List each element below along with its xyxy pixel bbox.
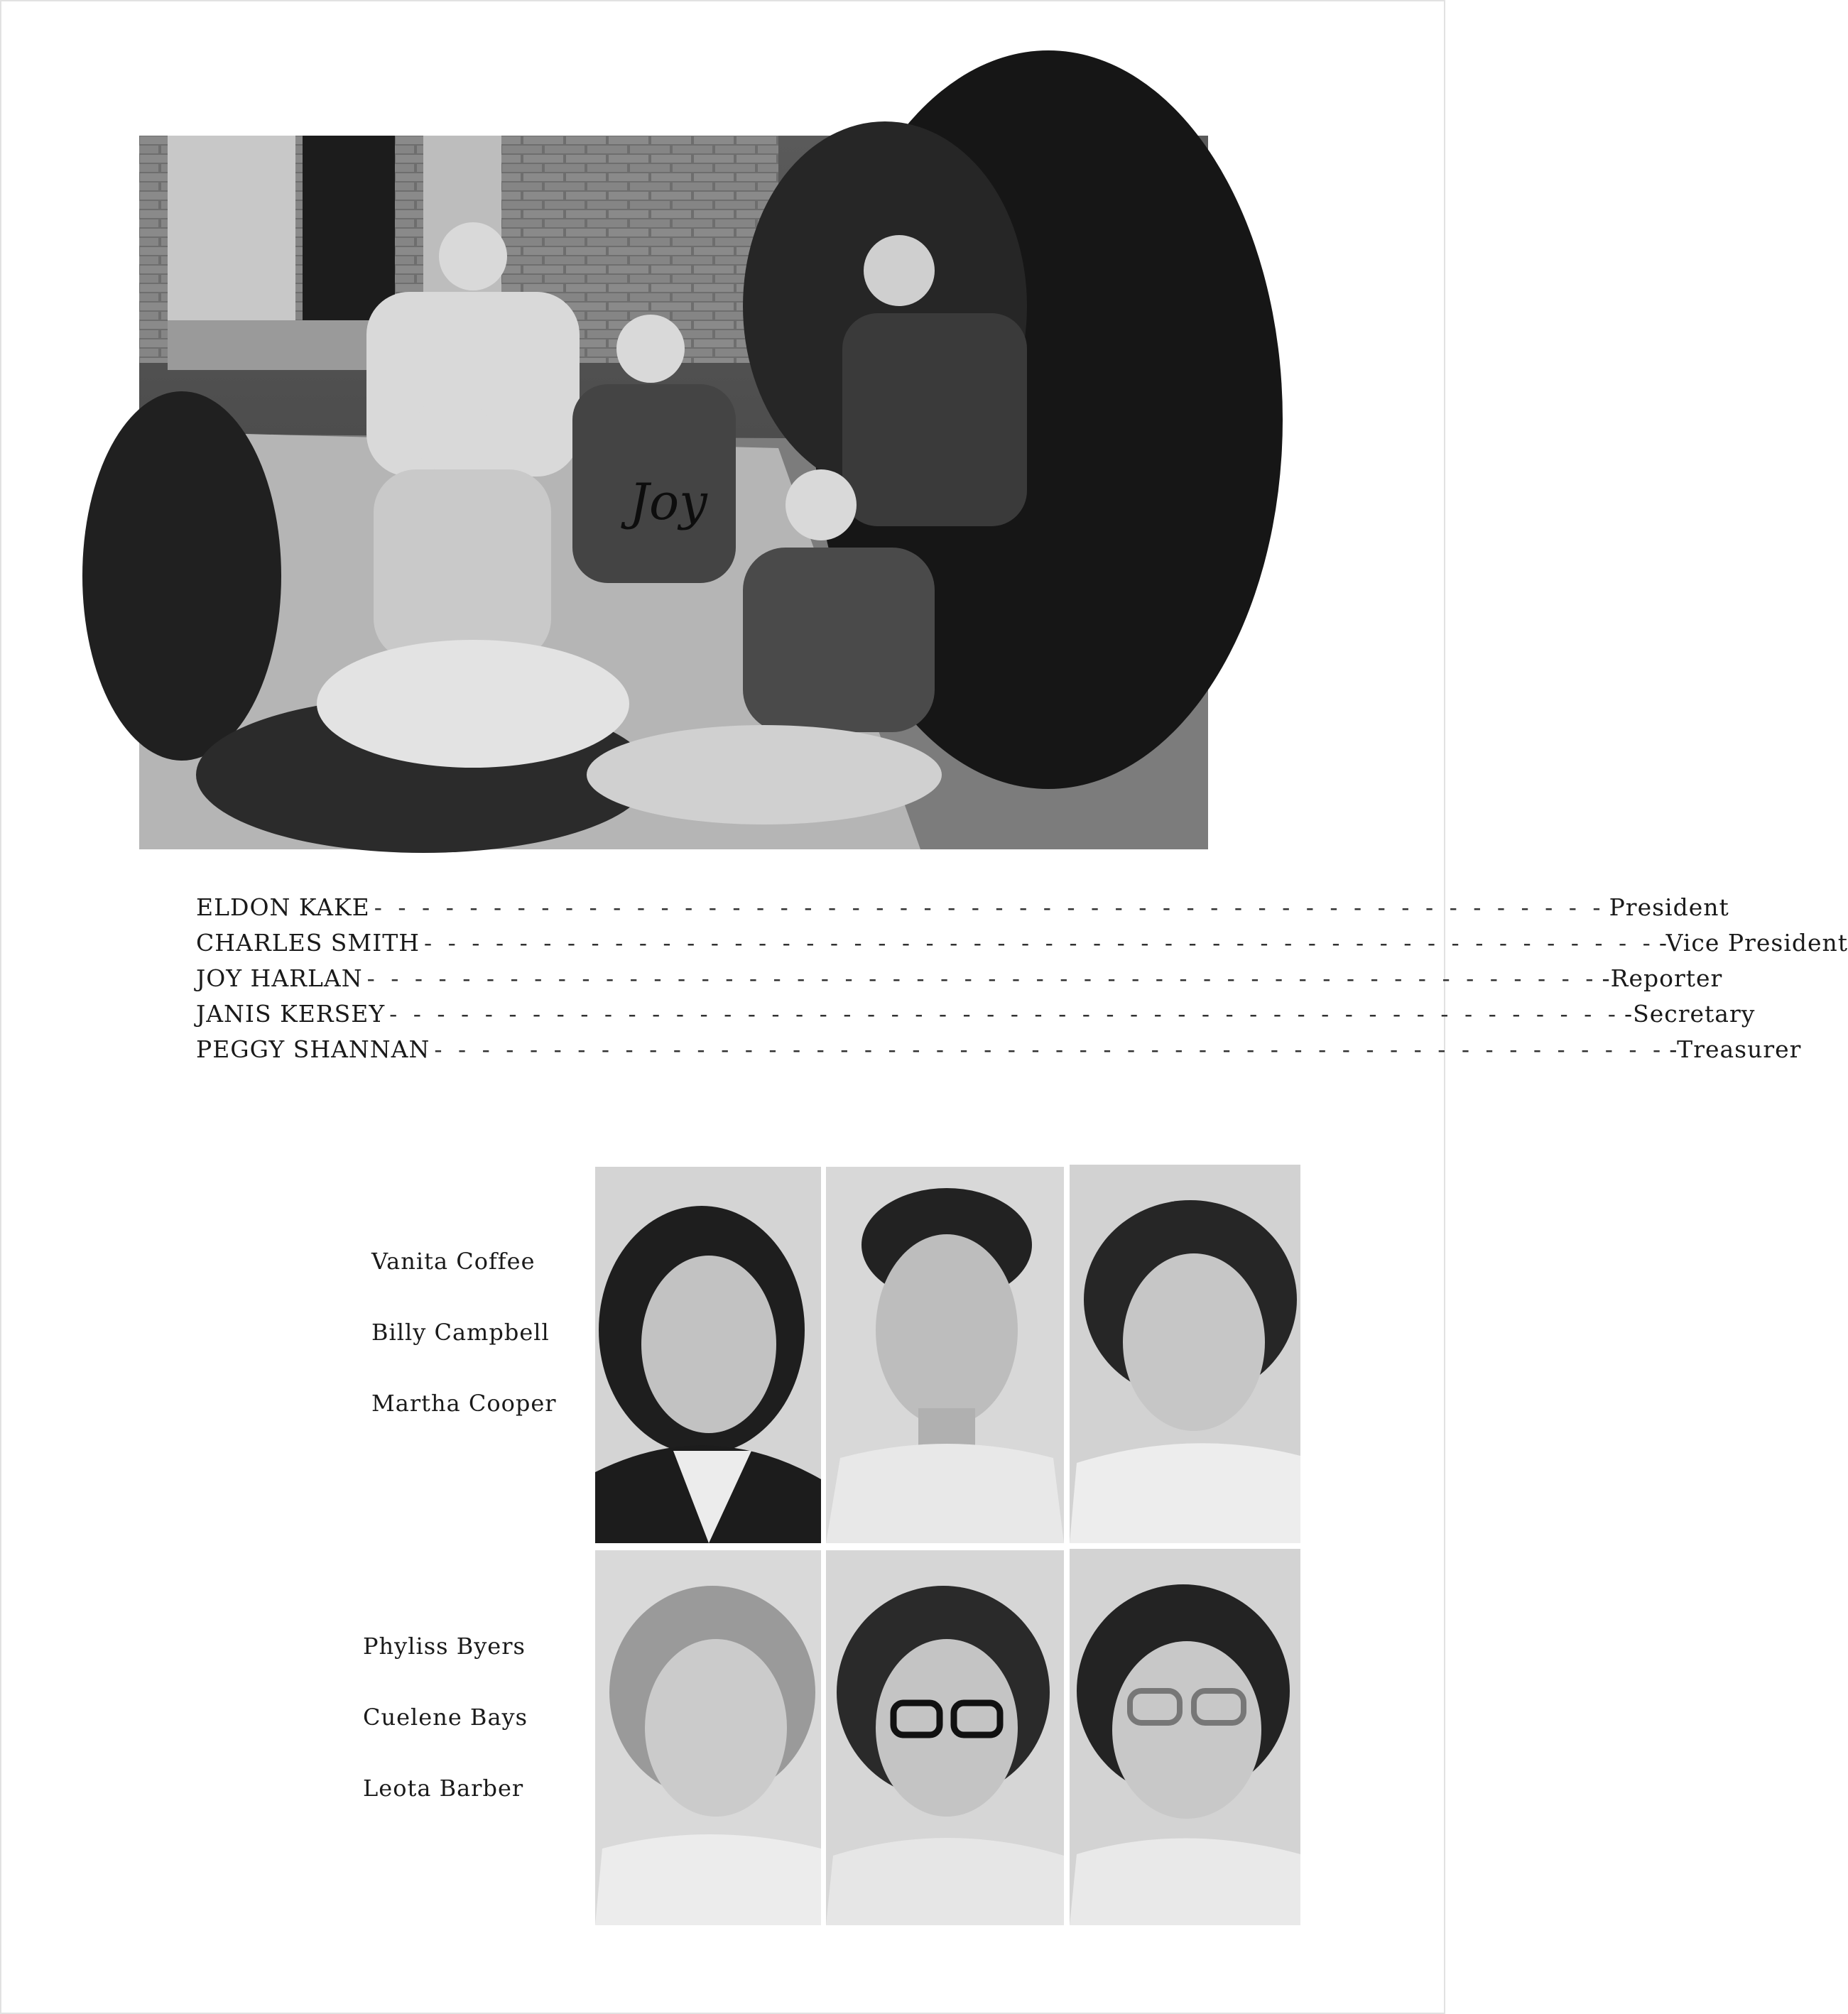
officer-row	[196, 964, 1723, 1000]
portrait-photo	[826, 1550, 1064, 1925]
portrait-woman-icon	[1070, 1165, 1300, 1543]
officer-row	[196, 1000, 1756, 1035]
portrait-names-row-1	[371, 1247, 557, 1460]
officer-title: President	[1609, 893, 1729, 921]
officer-name: JANIS KERSEY	[196, 1000, 386, 1028]
officer-title: -Vice President	[1658, 929, 1848, 957]
officer-row	[196, 893, 1729, 929]
dotted-leader: - - - - - - - - - - - - - - - - - - - - - - - - - - - - - - - - - - - - - - - - - - - - - - - - - - - -	[366, 964, 1598, 992]
portrait-name: Vanita Coffee	[371, 1248, 536, 1275]
portrait-woman-icon	[595, 1167, 821, 1543]
portrait-photo	[1070, 1549, 1300, 1925]
dotted-leader: - - - - - - - - - - - - - - - - - - - - - - - - - - - - - - - - - - - - - - - - - - - - - - - - - - - -	[389, 1000, 1620, 1028]
portrait-man-icon	[826, 1167, 1064, 1543]
officer-name: PEGGY SHANNAN	[196, 1035, 430, 1063]
dotted-leader: - - - - - - - - - - - - - - - - - - - - - - - - - - - - - - - - - - - - - - - - - - - - - - - - - - - -	[374, 893, 1605, 921]
officer-title: -Reporter	[1602, 964, 1723, 992]
group-photo-icon	[139, 136, 1208, 849]
officer-list	[196, 893, 1848, 1071]
officer-row	[196, 929, 1848, 964]
portrait-name: Billy Campbell	[371, 1319, 550, 1346]
portrait-photo	[1070, 1165, 1300, 1543]
portrait-photo	[595, 1167, 821, 1543]
signature: Joy	[629, 473, 707, 531]
officer-name: CHARLES SMITH	[196, 929, 420, 957]
group-photo	[139, 136, 1208, 849]
portrait-name: Leota Barber	[363, 1775, 524, 1802]
portrait-name: Cuelene Bays	[363, 1704, 528, 1731]
dotted-leader: - - - - - - - - - - - - - - - - - - - - - - - - - - - - - - - - - - - - - - - - - - - - - - - - - - - -	[424, 929, 1655, 957]
officer-name: ELDON KAKE	[196, 893, 370, 921]
portrait-woman-glasses-icon	[1070, 1549, 1300, 1925]
officer-row	[196, 1035, 1802, 1071]
portrait-name: Martha Cooper	[371, 1390, 557, 1417]
portrait-woman-glasses-icon	[826, 1550, 1064, 1925]
portrait-photo	[595, 1550, 821, 1925]
portrait-names-row-2	[363, 1632, 528, 1845]
officer-title: -Secretary	[1624, 1000, 1756, 1028]
officer-name: JOY HARLAN	[196, 964, 363, 992]
portrait-photo	[826, 1167, 1064, 1543]
dotted-leader: - - - - - - - - - - - - - - - - - - - - - - - - - - - - - - - - - - - - - - - - - - - - - - - - - - - -	[434, 1035, 1665, 1063]
officer-title: -Treasurer	[1669, 1035, 1802, 1063]
portrait-woman-icon	[595, 1550, 821, 1925]
portrait-name: Phyliss Byers	[363, 1633, 526, 1660]
